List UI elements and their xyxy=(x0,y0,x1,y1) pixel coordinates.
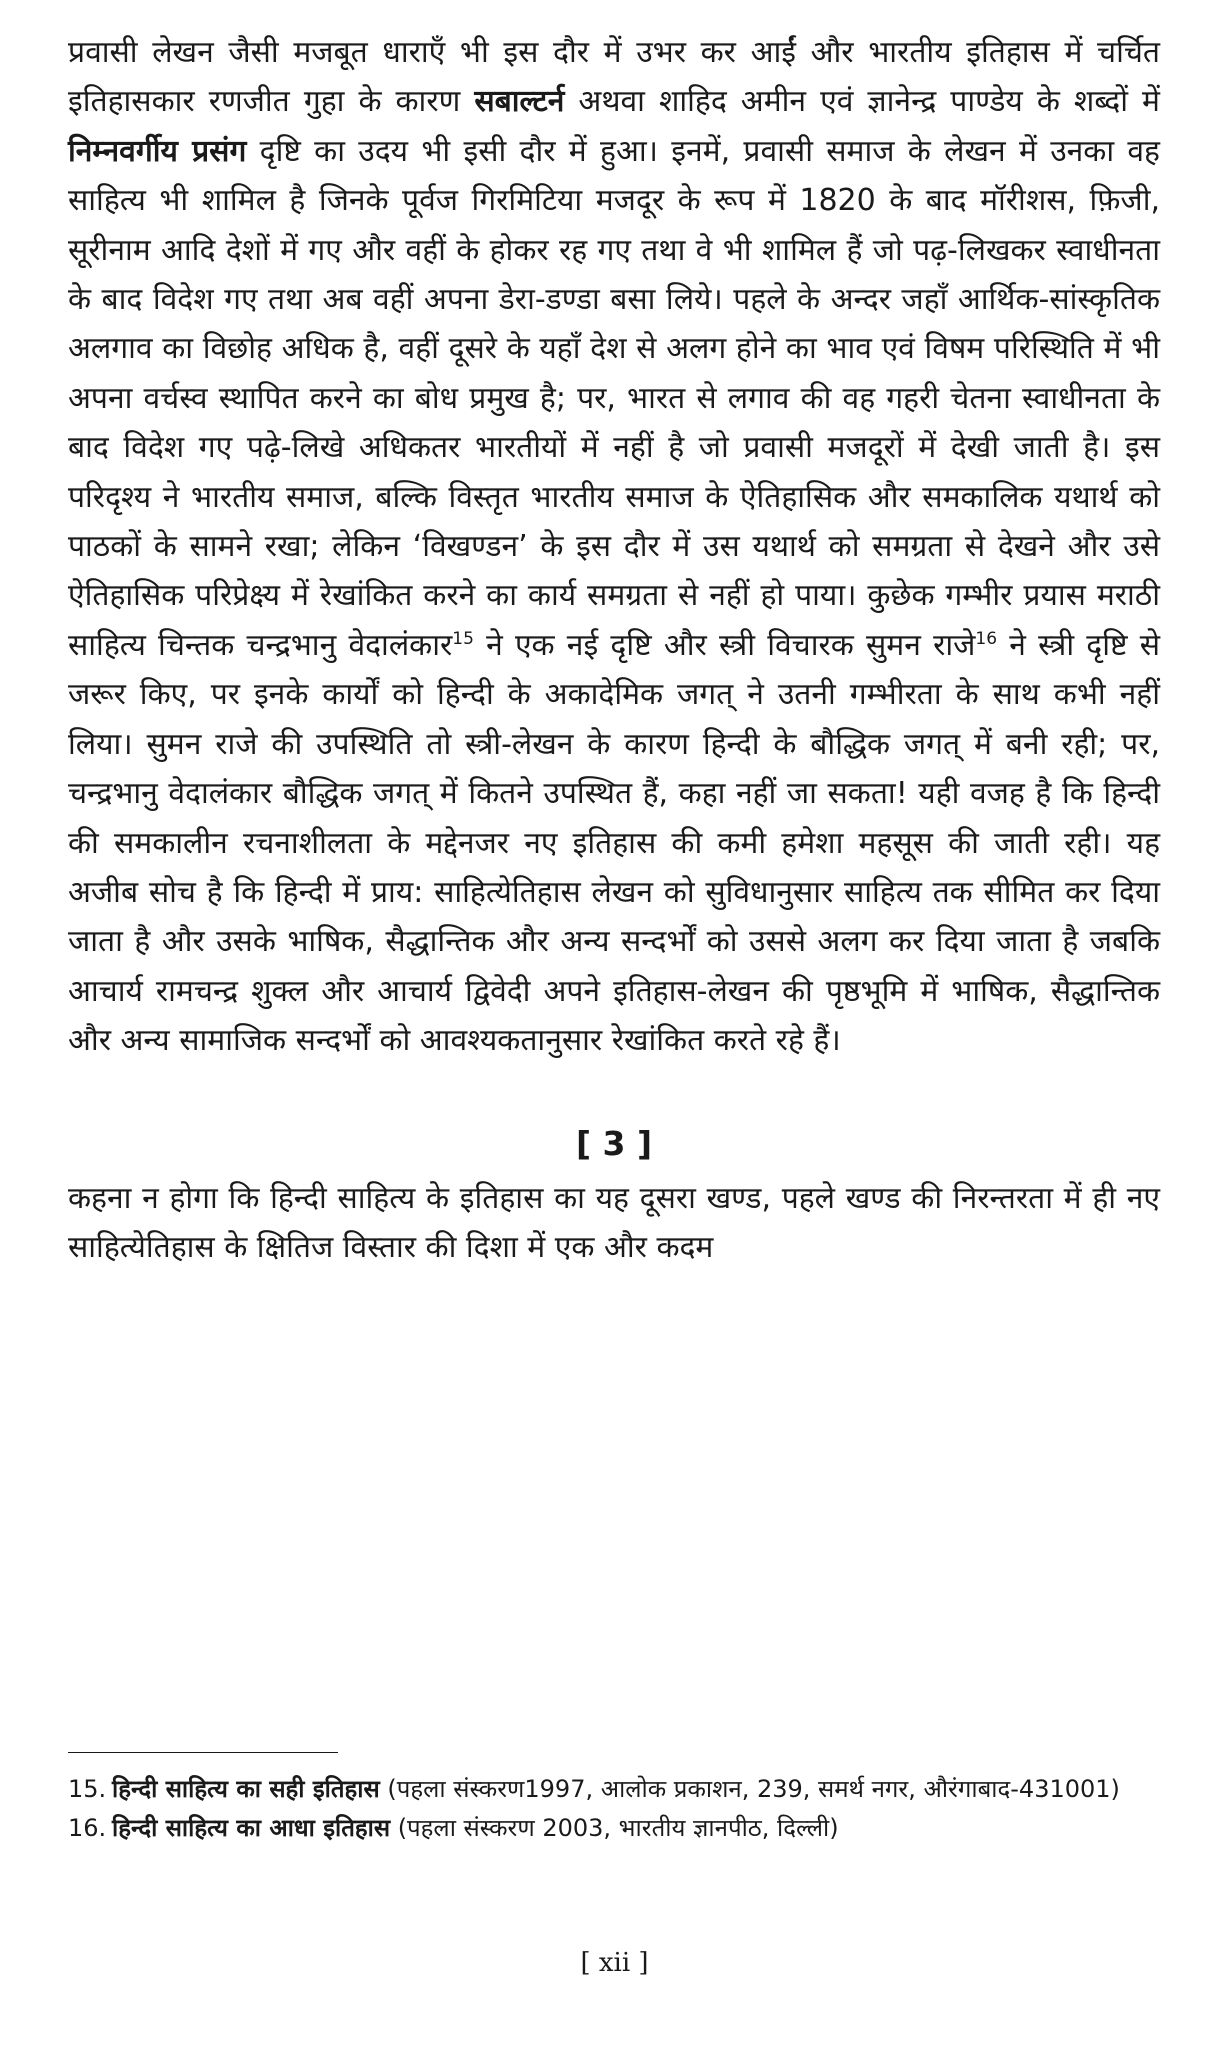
text-run: ने स्त्री दृष्टि से जरूर किए, पर इनके कार्यों को हिन्दी के अकादेमिक जगत् ने उतनी गम्भीरता के साथ कभी नहीं लिया। सुमन राजे की उपस्थिति तो स्त्री-लेखन के कारण हिन्दी के बौद्धिक जगत् में बनी रही; पर, चन्द्रभानु वेदालंकार बौद्धिक जगत् में कितने उपस्थित हैं, कहा नहीं जा सकता! यही वजह है कि हिन्दी की समकालीन रचनाशीलता के मद्देनजर नए इतिहास की कमी हमेशा महसूस की जाती रही। यह अजीब सोच है कि हिन्दी में प्राय: साहित्येतिहास लेखन को सुविधानुसार साहित्य तक सीमित कर दिया जाता है और उसके भाषिक, सैद्धान्तिक और अन्य सन्दर्भों को उससे अलग कर दिया जाता है जबकि आचार्य रामचन्द्र शुक्ल और आचार्य द्विवेदी अपने इतिहास-लेखन की पृष्ठभूमि में भाषिक, सैद्धान्तिक और अन्य सामाजिक सन्दर्भों को आवश्यकतानुसार रेखांकित करते रहे हैं। xyxy=(68,627,1161,1059)
text-run: अथवा शाहिद अमीन एवं ज्ञानेन्द्र पाण्डेय के शब्दों में xyxy=(564,84,1160,120)
footnote-ref-16[interactable]: 16 xyxy=(975,628,998,649)
text-run: ने एक नई दृष्टि और स्त्री विचारक सुमन राजे xyxy=(473,627,976,663)
footnote-detail: (पहला संस्करण1997, आलोक प्रकाशन, 239, समर्थ नगर, औरंगाबाद-431001) xyxy=(379,1775,1120,1803)
footnote-number: 15. xyxy=(68,1775,107,1803)
footnotes xyxy=(68,1770,1160,1848)
footnote-text xyxy=(112,1770,1160,1809)
section-heading: [ 3 ] xyxy=(575,1123,653,1163)
footnote-divider xyxy=(68,1752,338,1753)
body-paragraph-1 xyxy=(68,28,1160,1066)
page-number: [ xii ] xyxy=(580,1948,649,1978)
footnote-number: 16. xyxy=(68,1814,107,1842)
footnote-ref-15[interactable]: 15 xyxy=(452,628,474,649)
body-paragraph-2: कहना न होगा कि हिन्दी साहित्य के इतिहास का यह दूसरा खण्ड, पहले खण्ड की निरन्तरता में ही नए साहित्येतिहास के क्षितिज विस्तार की दिशा में एक और कदम xyxy=(68,1180,1160,1265)
footnote-title: हिन्दी साहित्य का सही इतिहास xyxy=(112,1775,380,1803)
footnote-title: हिन्दी साहित्य का आधा इतिहास xyxy=(112,1814,391,1842)
bold-term-subaltern: सबाल्टर्न xyxy=(474,84,565,120)
footnote-16 xyxy=(68,1809,1160,1848)
page-body xyxy=(68,28,1160,1272)
footnote-detail: (पहला संस्करण 2003, भारतीय ज्ञानपीठ, दिल्ली) xyxy=(390,1814,839,1842)
bold-term-nimnavargiya: निम्नवर्गीय प्रसंग xyxy=(68,133,247,169)
text-run: प्रवासी लेखन जैसी मजबूत धाराएँ भी इस दौर में उभर कर आईं और भारतीय इतिहास में चर्चित इतिहासकार रणजीत गुहा के कारण xyxy=(68,35,1160,120)
footnote-text xyxy=(112,1809,1160,1848)
text-run: दृष्टि का उदय भी इसी दौर में हुआ। इनमें, प्रवासी समाज के लेखन में उनका वह साहित्य भी शामिल है जिनके पूर्वज गिरमिटिया मजदूर के रूप में 1820 के बाद मॉरीशस, फ़िजी, सूरीनाम आदि देशों में गए और वहीं के होकर रह गए तथा वे भी शामिल हैं जो पढ़-लिखकर स्वाधीनता के बाद विदेश गए तथा अब वहीं अपना डेरा-डण्डा बसा लिये। पहले के अन्दर जहाँ आर्थिक-सांस्कृतिक अलगाव का विछोह अधिक है, वहीं दूसरे के यहाँ देश से अलग होने का भाव एवं विषम परिस्थिति में भी अपना वर्चस्व स्थापित करने का बोध प्रमुख है; पर, भारत से लगाव की वह गहरी चेतना स्वाधीनता के बाद विदेश गए पढ़े-लिखे अधिकतर भारतीयों में नहीं है जो प्रवासी मजदूरों में देखी जाती है। इस परिदृश्य ने भारतीय समाज, बल्कि विस्तृत भारतीय समाज के ऐतिहासिक और समकालिक यथार्थ को पाठकों के सामने रखा; लेकिन ‘विखण्डन’ के इस दौर में उस यथार्थ को समग्रता से देखने और उसे ऐतिहासिक परिप्रेक्ष्य में रेखांकित करने का कार्य समग्रता से नहीं हो पाया। कुछेक गम्भीर प्रयास मराठी साहित्य चिन्तक चन्द्रभानु वेदालंकार xyxy=(68,133,1160,663)
footnote-15 xyxy=(68,1770,1160,1809)
